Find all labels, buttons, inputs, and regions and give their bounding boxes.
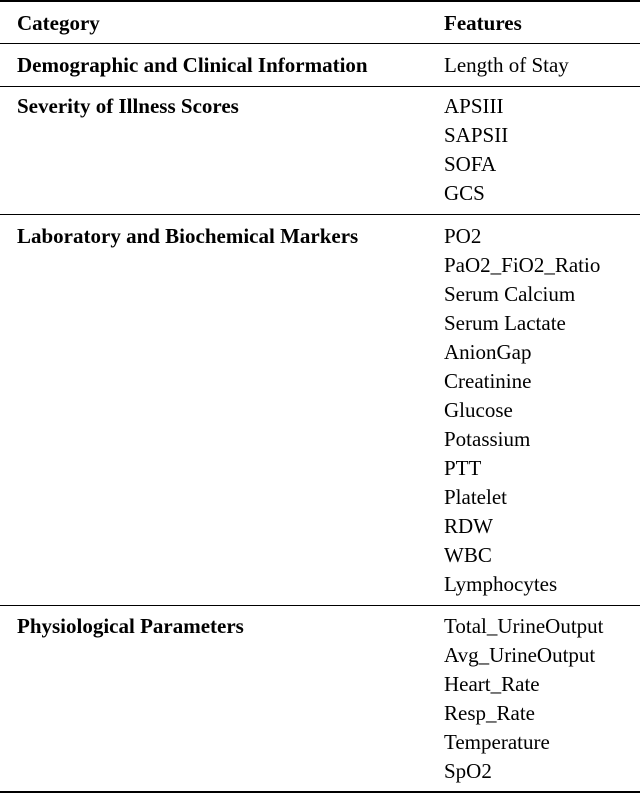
feature-item: Total_UrineOutput (444, 614, 604, 638)
feature-item: Platelet (444, 485, 507, 509)
feature-item: PaO2_FiO2_Ratio (444, 253, 601, 277)
feature-item: Serum Calcium (444, 282, 576, 306)
feature-item: Resp_Rate (444, 701, 535, 725)
feature-item: GCS (444, 181, 485, 205)
feature-item: AnionGap (444, 340, 532, 364)
feature-item: Heart_Rate (444, 672, 540, 696)
category-cell: Physiological Parameters (17, 614, 244, 638)
category-cell: Severity of Illness Scores (17, 94, 239, 118)
feature-item: Temperature (444, 730, 550, 754)
category-cell: Laboratory and Biochemical Markers (17, 224, 359, 248)
feature-item: WBC (444, 543, 492, 567)
feature-list (444, 222, 600, 599)
header-category: Category (17, 11, 100, 35)
feature-list (444, 92, 508, 208)
feature-item: Serum Lactate (444, 311, 566, 335)
row-divider (0, 86, 640, 87)
feature-item: Length of Stay (444, 53, 569, 77)
row-divider (0, 605, 640, 606)
feature-item: SOFA (444, 152, 497, 176)
bottom-rule (0, 791, 640, 793)
feature-item: PO2 (444, 224, 482, 248)
category-cell: Demographic and Clinical Information (17, 53, 368, 77)
feature-item: RDW (444, 514, 493, 538)
feature-item: PTT (444, 456, 482, 480)
feature-item: Avg_UrineOutput (444, 643, 596, 667)
feature-item: Glucose (444, 398, 513, 422)
row-divider (0, 214, 640, 215)
feature-item: Lymphocytes (444, 572, 558, 596)
feature-item: Potassium (444, 427, 531, 451)
feature-item: SpO2 (444, 759, 492, 783)
feature-item: SAPSII (444, 123, 509, 147)
table-header-row (0, 2, 640, 42)
feature-item: APSIII (444, 94, 504, 118)
header-features: Features (444, 11, 522, 35)
feature-list (444, 612, 604, 786)
feature-item: Creatinine (444, 369, 532, 393)
feature-list (444, 51, 569, 80)
header-rule (0, 43, 640, 44)
